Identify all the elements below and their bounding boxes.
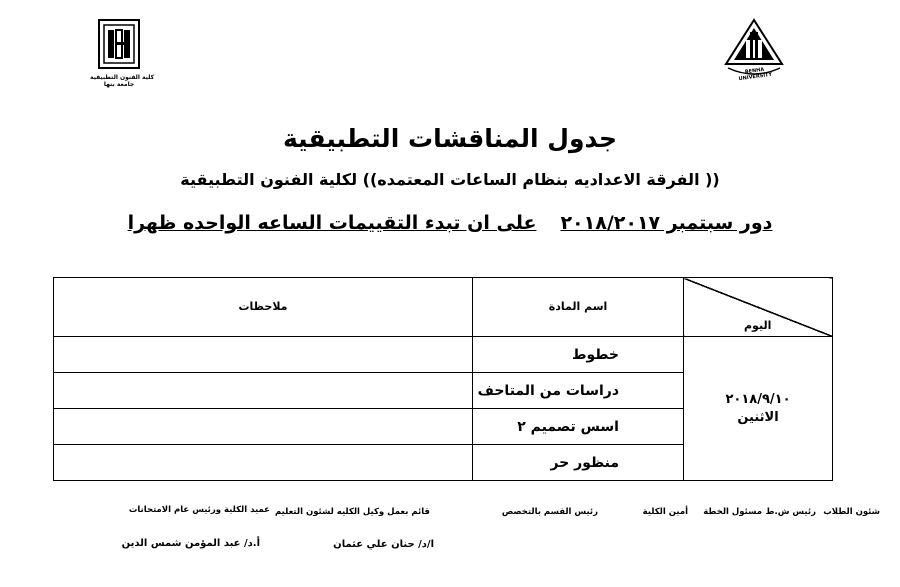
role-dean: عميد الكلية ورئيس عام الامتحانات (128, 505, 270, 515)
faculty-logo (90, 18, 155, 90)
exam-weekday: الاثنين (737, 409, 779, 425)
session-term: دور سبتمبر ٢٠١٨/٢٠١٧ (560, 212, 773, 234)
notes-cell (54, 373, 473, 409)
page-title: جدول المناقشات التطبيقية (282, 124, 617, 153)
day-header-cell (684, 278, 833, 337)
faculty-emblem-icon (97, 18, 141, 70)
day-header-label: اليوم (744, 319, 772, 332)
university-logo-caption-ar: جامعة بنها (103, 81, 135, 88)
notes-header-cell: ملاحظات (54, 278, 473, 337)
table-header-row (54, 278, 833, 337)
role-student-affairs: شئون الطلاب (823, 507, 880, 517)
role-department-head: رئيس القسم بالتخصص (501, 507, 598, 517)
benha-university-logo (722, 18, 786, 83)
page-subtitle: (( الفرقة الاعداديه بنظام الساعات المعتمده)) لكلية الفنون التطبيقية (180, 170, 720, 189)
notes-cell (54, 445, 473, 481)
notes-cell (54, 409, 473, 445)
subject-cell: خطوط (473, 337, 684, 373)
table-row (54, 337, 833, 373)
day-cell (684, 337, 833, 481)
name-dean: أ.د/ عبد المؤمن شمس الدين (121, 538, 260, 549)
subject-header-cell: اسم المادة (473, 278, 684, 337)
role-acting-vice-dean: قائم بعمل وكيل الكليه لشئون التعليم (275, 507, 430, 517)
role-committee-head: رئيس ش.ط (765, 507, 816, 517)
session-note: على ان تبدء التقييمات الساعه الواحده ظهرا (127, 212, 537, 234)
notes-cell (54, 337, 473, 373)
university-logo-caption: BENHA UNIVERSITY (738, 66, 773, 83)
exam-date: ٢٠١٨/٩/١٠ (725, 391, 791, 407)
subject-cell: دراسات من المتاحف (473, 373, 684, 409)
role-plan-officer: مسئول الخطة (703, 507, 762, 517)
role-faculty-secretary: أمين الكلية (642, 507, 688, 517)
session-line (0, 212, 900, 234)
subject-cell: منظور حر (473, 445, 684, 481)
schedule-table (53, 277, 833, 481)
name-acting-vice-dean: ا/د/ حنان علي عثمان (333, 539, 434, 550)
faculty-logo-caption: كلية الفنون التطبيقية (90, 74, 155, 81)
subject-cell: اسس تصميم ٢ (473, 409, 684, 445)
